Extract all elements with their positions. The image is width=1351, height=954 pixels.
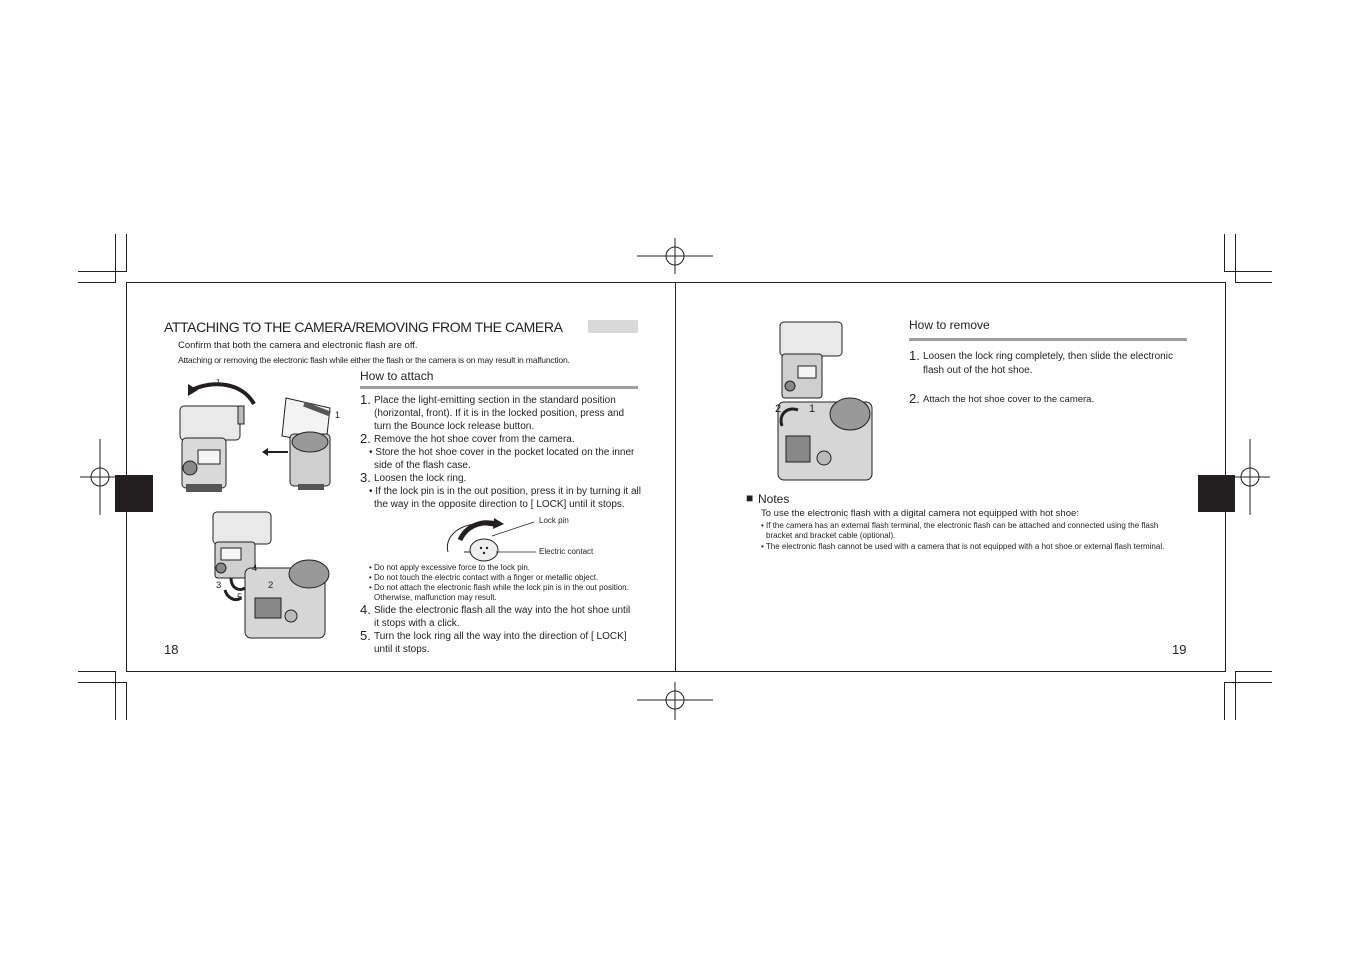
step4-text: Slide the electronic flash all the way into the hot shoe until	[374, 605, 631, 616]
title-bar	[588, 320, 638, 333]
page-divider	[675, 282, 676, 671]
remove-fig-label-1: 1	[809, 403, 816, 415]
note-1: • If the camera has an external flash terminal, the electronic flash can be attached and connected using the flash	[761, 521, 1159, 530]
remove-step2-number: 2.	[909, 391, 920, 406]
electric-contact-label: Electric contact	[539, 547, 594, 556]
left-section-tab	[115, 475, 153, 512]
fig2-label-1: 1	[335, 410, 341, 420]
fig3-label-4: 4	[252, 563, 258, 574]
remove-step2-text: Attach the hot shoe cover to the camera.	[923, 394, 1095, 405]
fig3-label-3: 3	[216, 580, 222, 591]
how-to-remove-heading: How to remove	[909, 318, 990, 332]
caution-3b: Otherwise, malfunction may result.	[374, 593, 497, 602]
notes-intro: To use the electronic flash with a digital camera not equipped with hot shoe:	[761, 508, 1079, 519]
note-1b: bracket and bracket cable (optional).	[766, 531, 896, 540]
step1-text-2: (horizontal, front). If it is in the locked position, press and	[374, 408, 625, 419]
caution-3: • Do not attach the electronic flash while the lock pin is in the out position.	[369, 583, 629, 592]
notes-marker: ■	[746, 491, 754, 505]
registration-target-right	[1232, 439, 1270, 515]
how-to-remove-rule	[909, 338, 1187, 341]
page-title: ATTACHING TO THE CAMERA/REMOVING FROM THE CAMERA	[164, 319, 563, 335]
step4-number: 4.	[360, 602, 371, 617]
flash-on-camera-illustration	[205, 498, 335, 644]
step3-number: 3.	[360, 470, 371, 485]
step3-bullet-2: the way in the opposite direction to [ LOCK] until it stops.	[374, 499, 625, 510]
page-number-left: 18	[164, 642, 179, 657]
page-number-right: 19	[1172, 642, 1187, 657]
step2-bullet-2: side of the flash case.	[374, 460, 471, 471]
step3-text: Loosen the lock ring.	[374, 473, 467, 484]
fig3-label-2: 2	[268, 580, 274, 591]
fig3-label-5: 5	[237, 592, 243, 603]
lock-ring-illustration	[434, 512, 544, 562]
how-to-attach-heading: How to attach	[360, 369, 434, 383]
step3-bullet: • If the lock pin is in the out position, press it in by turning it all	[369, 486, 641, 497]
flash-unit-illustration-1	[172, 378, 262, 496]
lock-pin-label: Lock pin	[539, 516, 569, 525]
remove-step1-number: 1.	[909, 348, 920, 363]
registration-target-top	[637, 238, 713, 274]
remove-step1-text: Loosen the lock ring completely, then slide the electronic	[923, 351, 1173, 362]
remove-flash-illustration	[774, 318, 878, 484]
step5-text: Turn the lock ring all the way into the direction of [ LOCK]	[374, 631, 627, 642]
how-to-attach-rule	[360, 386, 638, 389]
step1-text-3: turn the Bounce lock release button.	[374, 421, 535, 432]
flash-unit-illustration-2	[268, 394, 348, 494]
right-section-tab	[1198, 475, 1235, 512]
step1-number: 1.	[360, 392, 371, 407]
registration-target-left	[80, 439, 118, 515]
intro-line-2: Attaching or removing the electronic flash while either the flash or the camera is on may result in malfunction.	[178, 355, 570, 365]
step4-text-2: it stops with a click.	[374, 618, 460, 629]
notes-heading: Notes	[758, 492, 790, 506]
remove-fig-label-2: 2	[775, 403, 782, 415]
note-2: • The electronic flash cannot be used with a camera that is not equipped with a hot shoe or external flash terminal.	[761, 542, 1165, 551]
remove-step1-text-2: flash out of the hot shoe.	[923, 365, 1033, 376]
registration-target-bottom	[637, 682, 713, 720]
caution-1: • Do not apply excessive force to the lock pin.	[369, 563, 531, 572]
fig1-label-1: 1	[216, 378, 221, 387]
step5-text-2: until it stops.	[374, 644, 430, 655]
step2-bullet: • Store the hot shoe cover in the pocket located on the inner	[369, 447, 635, 458]
intro-line-1: Confirm that both the camera and electronic flash are off.	[178, 340, 418, 351]
step2-number: 2.	[360, 431, 371, 446]
caution-2: • Do not touch the electric contact with a finger or metallic object.	[369, 573, 599, 582]
step2-text: Remove the hot shoe cover from the camera.	[374, 434, 575, 445]
step5-number: 5.	[360, 628, 371, 643]
step1-text: Place the light-emitting section in the standard position	[374, 395, 616, 406]
